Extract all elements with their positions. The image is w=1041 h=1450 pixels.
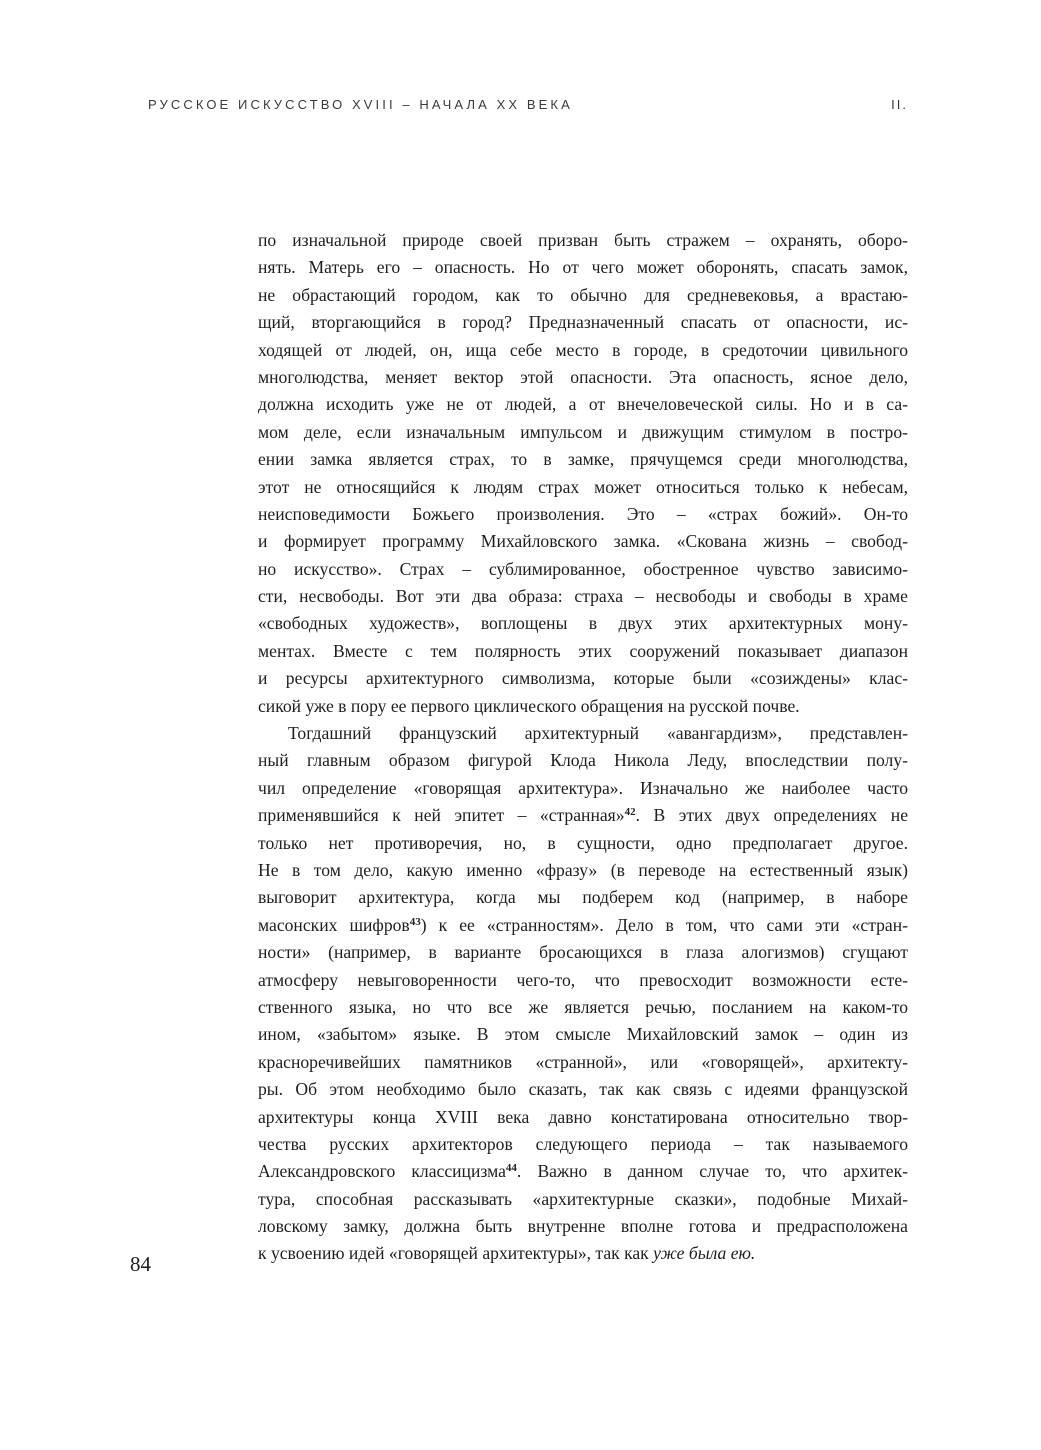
footnote-ref: 42 — [624, 806, 636, 819]
text-line — [258, 1021, 908, 1048]
text-line — [258, 994, 908, 1021]
text-line — [258, 391, 908, 418]
text-line — [258, 747, 908, 774]
text-line — [258, 1158, 908, 1185]
paragraph — [258, 720, 908, 1268]
body-text — [258, 227, 908, 1268]
text-segment: многолюдства, меняет вектор этой опасности. Эта опасность, ясное дело, — [258, 366, 908, 387]
text-segment: не обрастающий городом, как то обычно для средневековья, а врастаю- — [258, 284, 908, 305]
text-segment: чества русских архитекторов следующего периода – так называемого — [258, 1133, 908, 1154]
text-line — [258, 1104, 908, 1131]
text-line — [258, 309, 908, 336]
text-segment: ментах. Вместе с тем полярность этих сооружений показывает диапазон — [258, 640, 908, 661]
text-line — [258, 254, 908, 281]
text-segment: «свободных художеств», воплощены в двух этих архитектурных мону- — [258, 613, 908, 634]
text-segment: только нет противоречия, но, в сущности, одно предполагает другое. — [258, 832, 908, 853]
text-segment: тура, способная рассказывать «архитектурные сказки», подобные Михай- — [258, 1188, 908, 1209]
text-line — [258, 665, 908, 692]
text-segment: чил определение «говорящая архитектура». Изначально же наиболее часто — [258, 777, 908, 798]
text-line — [258, 720, 908, 747]
text-line — [258, 337, 908, 364]
text-segment: применявшийся к ней эпитет – «странная» — [258, 805, 625, 826]
text-segment: сикой уже в пору ее первого циклического обращения на русской почве. — [258, 695, 800, 716]
text-line — [258, 693, 908, 720]
text-line — [258, 802, 908, 829]
text-segment: нять. Матерь его – опасность. Но от чего может оборонять, спасать замок, — [258, 257, 908, 278]
text-line — [258, 775, 908, 802]
text-segment: ный главным образом фигурой Клода Никола Леду, впоследствии полу- — [258, 750, 908, 771]
paragraph — [258, 227, 908, 720]
text-line — [258, 1186, 908, 1213]
text-segment: но искусство». Страх – сублимированное, обостренное чувство зависимо- — [258, 558, 908, 579]
text-segment: щий, вторгающийся в город? Предназначенный спасать от опасности, ис- — [258, 312, 908, 333]
running-head — [148, 97, 908, 121]
text-segment: и формирует программу Михайловского замка. «Скована жизнь – свобод- — [258, 531, 908, 552]
text-segment: Тогдашний французский архитектурный «авангардизм», представлен- — [288, 723, 908, 744]
text-line — [258, 830, 908, 857]
text-line — [258, 583, 908, 610]
page-number: 84 — [130, 1252, 151, 1276]
text-line — [258, 282, 908, 309]
text-line — [258, 1049, 908, 1076]
text-segment: к усвоению идей «говорящей архитектуры», так как — [258, 1243, 654, 1264]
footnote-ref: 44 — [505, 1162, 517, 1175]
text-line — [258, 446, 908, 473]
text-segment: по изначальной природе своей призван быть стражем – охранять, оборо- — [258, 230, 908, 250]
text-line — [258, 227, 908, 254]
text-segment: ности» (например, в варианте бросающихся в глаза алогизмов) сгущают — [258, 942, 908, 963]
emphasis-text: уже была ею. — [653, 1243, 756, 1264]
text-line — [258, 912, 908, 939]
text-segment: должна исходить уже не от людей, а от внечеловеческой силы. Но и в са- — [258, 394, 908, 415]
text-line — [258, 501, 908, 528]
text-segment: сти, несвободы. Вот эти два образа: страха – несвободы и свободы в храме — [258, 586, 908, 607]
text-segment: этот не относящийся к людям страх может относиться только к небесам, — [258, 476, 908, 497]
footnote-ref: 43 — [409, 915, 421, 928]
text-line — [258, 474, 908, 501]
text-line — [258, 1131, 908, 1158]
text-segment: ходящей от людей, он, ища себе место в городе, в средоточии цивильного — [258, 339, 908, 360]
text-line — [258, 884, 908, 911]
text-line — [258, 364, 908, 391]
text-segment: ловскому замку, должна быть внутренне вполне готова и предрасположена — [258, 1216, 908, 1237]
text-segment: ственного языка, но что все же является речью, посланием на каком-то — [258, 996, 908, 1017]
text-segment: атмосферу невыговоренности чего-то, что превосходит возможности есте- — [258, 969, 908, 990]
section-mark: II. — [891, 97, 908, 112]
text-line — [258, 1240, 908, 1267]
text-segment: и ресурсы архитектурного символизма, которые были «созиждены» клас- — [258, 668, 908, 689]
text-segment: ) к ее «странностям». Дело в том, что сами эти «стран- — [420, 914, 909, 935]
text-segment: . В этих двух определениях не — [635, 805, 908, 826]
text-segment: Не в том дело, какую именно «фразу» (в переводе на естественный язык) — [258, 859, 908, 880]
text-line — [258, 556, 908, 583]
text-segment: ры. Об этом необходимо было сказать, так как связь с идеями французской — [258, 1079, 908, 1100]
text-line — [258, 1076, 908, 1103]
text-segment: Александровского классицизма — [258, 1161, 506, 1182]
running-title: РУССКОЕ ИСКУССТВО XVIII – НАЧАЛА XX ВЕКА — [148, 97, 573, 112]
text-segment: архитектуры конца XVIII века давно констатирована относительно твор- — [258, 1106, 908, 1127]
text-line — [258, 610, 908, 637]
text-segment: . Важно в данном случае то, что архитек- — [516, 1161, 908, 1182]
text-line — [258, 939, 908, 966]
text-segment: неисповедимости Божьего произволения. Это – «страх божий». Он-то — [258, 503, 908, 524]
text-line — [258, 528, 908, 555]
text-segment: выговорит архитектура, когда мы подберем код (например, в наборе — [258, 887, 908, 908]
text-segment: ином, «забытом» языке. В этом смысле Михайловский замок – один из — [258, 1024, 908, 1045]
text-line — [258, 638, 908, 665]
text-segment: масонских шифров — [258, 914, 410, 935]
text-segment: ении замка является страх, то в замке, прячущемся среди многолюдства, — [258, 449, 908, 470]
text-line — [258, 419, 908, 446]
text-line — [258, 1213, 908, 1240]
text-line — [258, 857, 908, 884]
text-line — [258, 967, 908, 994]
text-segment: красноречивейших памятников «странной», или «говорящей», архитекту- — [258, 1051, 908, 1072]
text-segment: мом деле, если изначальным импульсом и движущим стимулом в постро- — [258, 421, 908, 442]
